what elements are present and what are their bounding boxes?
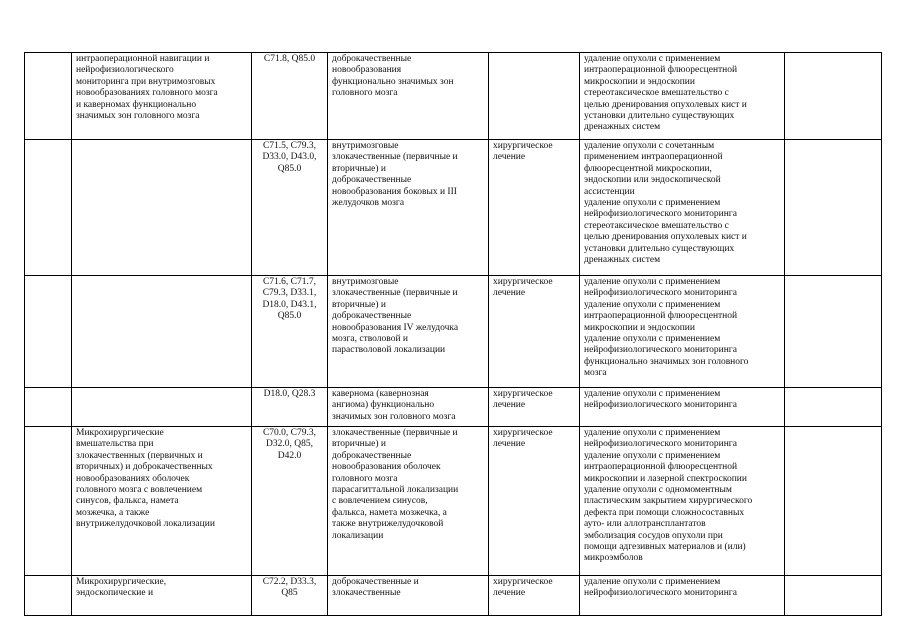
- text-line: нейрофизиологического: [76, 65, 174, 76]
- text-line: нейрофизиологического мониторинга: [584, 588, 737, 599]
- icd-codes-cell: [252, 140, 328, 276]
- cost-cell: [785, 576, 882, 616]
- diagnosis-cell: [328, 276, 489, 388]
- text-line: удаление опухоли с применением: [584, 450, 721, 461]
- text-line: мониторинга при внутримозговых: [76, 76, 216, 87]
- text-line: интраоперационной флюоресцентной: [584, 462, 738, 473]
- text-line: локализации: [332, 530, 384, 541]
- text-line: дренажных систем: [584, 255, 661, 266]
- text-line: D18.0, D43.1,: [262, 299, 317, 310]
- text-line: эмболизация сосудов опухоли при: [584, 530, 723, 541]
- treatment-methods-cell: [580, 388, 785, 427]
- procedure-group-cell: [72, 388, 252, 427]
- text-line: микроэмболов: [584, 553, 643, 564]
- cost-cell: [785, 53, 882, 140]
- text-line: доброкачественные: [332, 54, 412, 64]
- text-line: парастволовой локализации: [332, 345, 446, 356]
- text-line: злокачественные (первичные и: [332, 152, 458, 163]
- diagnosis-cell: [328, 53, 489, 140]
- text-line: также внутрижелудочковой: [332, 519, 444, 530]
- diagnosis-cell: [328, 576, 489, 616]
- treatment-type-cell: [489, 576, 580, 616]
- text-line: интраоперационной навигации и: [76, 54, 210, 64]
- text-line: нейрофизиологического мониторинга: [584, 439, 737, 450]
- text-line: дренажных систем: [584, 122, 661, 133]
- text-line: D33.0, D43.0,: [262, 152, 317, 163]
- text-line: ангиома) функционально: [332, 400, 435, 411]
- text-line: нейрофизиологического мониторинга: [584, 345, 737, 356]
- text-line: применением интраоперационной: [584, 152, 723, 163]
- text-line: установки длительно существующих: [584, 243, 735, 254]
- text-line: хирургическое: [493, 577, 553, 587]
- treatment-methods-cell: [580, 53, 785, 140]
- text-line: фалькса, намета мозжечка, а: [332, 507, 447, 518]
- text-line: желудочков мозга: [332, 198, 405, 209]
- text-line: целью дренирования опухолевых кист и: [584, 232, 747, 243]
- icd-codes-cell: [252, 276, 328, 388]
- text-line: удаление опухоли с применением: [584, 277, 721, 287]
- text-line: D18.0, Q28.3: [263, 389, 316, 399]
- text-line: мозжечка, а также: [76, 507, 150, 518]
- text-line: C71.8, Q85.0: [263, 54, 316, 64]
- text-line: стереотаксическое вмешательство с: [584, 220, 729, 231]
- treatment-methods-cell: [580, 427, 785, 576]
- cost-cell: [785, 388, 882, 427]
- text-line: злокачественные: [332, 588, 401, 599]
- text-line: C79.3, D33.1,: [262, 288, 317, 299]
- icd-codes-cell: [252, 576, 328, 616]
- table-row: [25, 276, 882, 388]
- text-line: C70.0, C79.3,: [262, 428, 317, 438]
- icd-codes-cell: [252, 427, 328, 576]
- text-line: микроскопии и лазерной спектроскопии: [584, 473, 747, 484]
- diagnosis-cell: [328, 140, 489, 276]
- text-line: ауто- или аллотрансплантатов: [584, 519, 706, 530]
- procedure-group-cell: [72, 276, 252, 388]
- text-line: лечение: [493, 588, 526, 599]
- row-number-cell: [25, 53, 72, 140]
- text-line: злокачественные (первичные и: [332, 288, 458, 299]
- text-line: вторичные) и: [332, 299, 386, 310]
- treatment-methods-cell: [580, 576, 785, 616]
- text-line: функционально значимых зон: [332, 76, 454, 87]
- text-line: злокачественных (первичных и: [76, 450, 203, 461]
- text-line: ассистенции: [584, 186, 635, 197]
- text-line: целью дренирования опухолевых кист и: [584, 99, 747, 110]
- text-line: дефекта при помощи сложносоставных: [584, 507, 745, 518]
- text-line: стереотаксическое вмешательство с: [584, 88, 729, 99]
- text-line: значимых зон головного мозга: [76, 111, 200, 122]
- text-line: новообразованиях головного мозга: [76, 88, 218, 99]
- text-line: лечение: [493, 288, 526, 299]
- cost-cell: [785, 140, 882, 276]
- text-line: микроскопии и эндоскопии: [584, 76, 695, 87]
- text-line: флюоресцентной микроскопии,: [584, 163, 712, 174]
- text-line: хирургическое: [493, 428, 553, 438]
- text-line: пластическим закрытием хирургического: [584, 496, 753, 507]
- text-line: D42.0: [277, 450, 302, 461]
- treatment-type-cell: [489, 276, 580, 388]
- text-line: Q85: [281, 588, 298, 599]
- diagnosis-cell: [328, 388, 489, 427]
- cost-cell: [785, 427, 882, 576]
- treatment-type-cell: [489, 388, 580, 427]
- text-line: Микрохирургические: [76, 428, 164, 438]
- text-line: вторичные) и: [332, 439, 386, 450]
- procedure-group-cell: [72, 576, 252, 616]
- text-line: установки длительно существующих: [584, 111, 735, 122]
- text-line: нейрофизиологического мониторинга: [584, 400, 737, 411]
- text-line: D32.0, Q85,: [266, 439, 313, 450]
- text-line: и каверномах функционально: [76, 99, 197, 110]
- text-line: хирургическое: [493, 389, 553, 399]
- text-line: парасагиттальной локализации: [332, 485, 459, 496]
- medical-procedures-table: [24, 52, 882, 616]
- text-line: функционально значимых зон головного: [584, 356, 749, 367]
- text-line: Q85.0: [277, 311, 302, 322]
- text-line: злокачественные (первичные и: [332, 428, 458, 438]
- text-line: интраоперационной флюоресцентной: [584, 311, 738, 322]
- text-line: головного мозга: [332, 473, 398, 484]
- text-line: головного мозга: [332, 88, 398, 99]
- text-line: мозга, стволовой и: [332, 334, 408, 345]
- text-line: вмешательства при: [76, 439, 154, 450]
- row-number-cell: [25, 276, 72, 388]
- text-line: с вовлечением синусов,: [332, 496, 428, 507]
- text-line: C72.2, D33.3,: [262, 577, 317, 587]
- icd-codes-cell: [252, 53, 328, 140]
- text-line: удаление опухоли с применением: [584, 428, 721, 438]
- text-line: новообразованиях оболочек: [76, 473, 190, 484]
- text-line: доброкачественные и: [332, 577, 419, 587]
- text-line: хирургическое: [493, 277, 553, 287]
- text-line: новообразования IV желудочка: [332, 322, 459, 333]
- text-line: удаление опухоли с применением: [584, 198, 721, 209]
- row-number-cell: [25, 427, 72, 576]
- text-line: удаление опухоли с применением: [584, 389, 721, 399]
- text-line: лечение: [493, 152, 526, 163]
- procedure-group-cell: [72, 140, 252, 276]
- text-line: внутримозговые: [332, 141, 399, 151]
- text-line: вторичные) и: [332, 163, 386, 174]
- table-row: [25, 140, 882, 276]
- text-line: помощи адгезивных материалов и (или): [584, 542, 746, 553]
- text-line: эндоскопии или эндоскопической: [584, 175, 721, 186]
- icd-codes-cell: [252, 388, 328, 427]
- text-line: доброкачественные: [332, 175, 412, 186]
- text-line: удаление опухоли с сочетанным: [584, 141, 715, 151]
- row-number-cell: [25, 576, 72, 616]
- text-line: доброкачественные: [332, 450, 412, 461]
- text-line: новообразования оболочек: [332, 462, 441, 473]
- table-row: [25, 53, 882, 140]
- text-line: лечение: [493, 439, 526, 450]
- cost-cell: [785, 276, 882, 388]
- text-line: значимых зон головного мозга: [332, 411, 456, 422]
- text-line: доброкачественные: [332, 311, 412, 322]
- text-line: вторичных) и доброкачественных: [76, 462, 213, 473]
- text-line: внутримозговые: [332, 277, 399, 287]
- text-line: головного мозга с вовлечением: [76, 485, 203, 496]
- treatment-type-cell: [489, 427, 580, 576]
- text-line: интраоперационной флюоресцентной: [584, 65, 738, 76]
- procedure-group-cell: [72, 427, 252, 576]
- row-number-cell: [25, 388, 72, 427]
- table-row: [25, 576, 882, 616]
- text-line: удаление опухоли с применением: [584, 334, 721, 345]
- text-line: эндоскопические и: [76, 588, 154, 599]
- text-line: новообразования боковых и III: [332, 186, 457, 197]
- text-line: нейрофизиологического мониторинга: [584, 288, 737, 299]
- text-line: Q85.0: [277, 163, 302, 174]
- treatment-methods-cell: [580, 140, 785, 276]
- text-line: удаление опухоли с одномоментным: [584, 485, 732, 496]
- diagnosis-cell: [328, 427, 489, 576]
- treatment-methods-cell: [580, 276, 785, 388]
- text-line: кавернома (кавернозная: [332, 389, 429, 399]
- treatment-type-cell: [489, 140, 580, 276]
- row-number-cell: [25, 140, 72, 276]
- text-line: хирургическое: [493, 141, 553, 151]
- text-line: удаление опухоли с применением: [584, 577, 721, 587]
- text-line: удаление опухоли с применением: [584, 299, 721, 310]
- text-line: внутрижелудочковой локализации: [76, 519, 215, 530]
- treatment-type-cell: [489, 53, 580, 140]
- text-line: C71.5, C79.3,: [262, 141, 317, 151]
- procedure-group-cell: [72, 53, 252, 140]
- text-line: удаление опухоли с применением: [584, 54, 721, 64]
- text-line: Микрохирургические,: [76, 577, 167, 587]
- text-line: новообразования: [332, 65, 402, 76]
- text-line: микроскопии и эндоскопии: [584, 322, 695, 333]
- text-line: синусов, фалькса, намета: [76, 496, 179, 507]
- text-line: C71.6, C71.7,: [262, 277, 317, 287]
- text-line: лечение: [493, 400, 526, 411]
- table-row: [25, 388, 882, 427]
- text-line: мозга: [584, 368, 607, 379]
- table-row: [25, 427, 882, 576]
- text-line: нейрофизиологического мониторинга: [584, 209, 737, 220]
